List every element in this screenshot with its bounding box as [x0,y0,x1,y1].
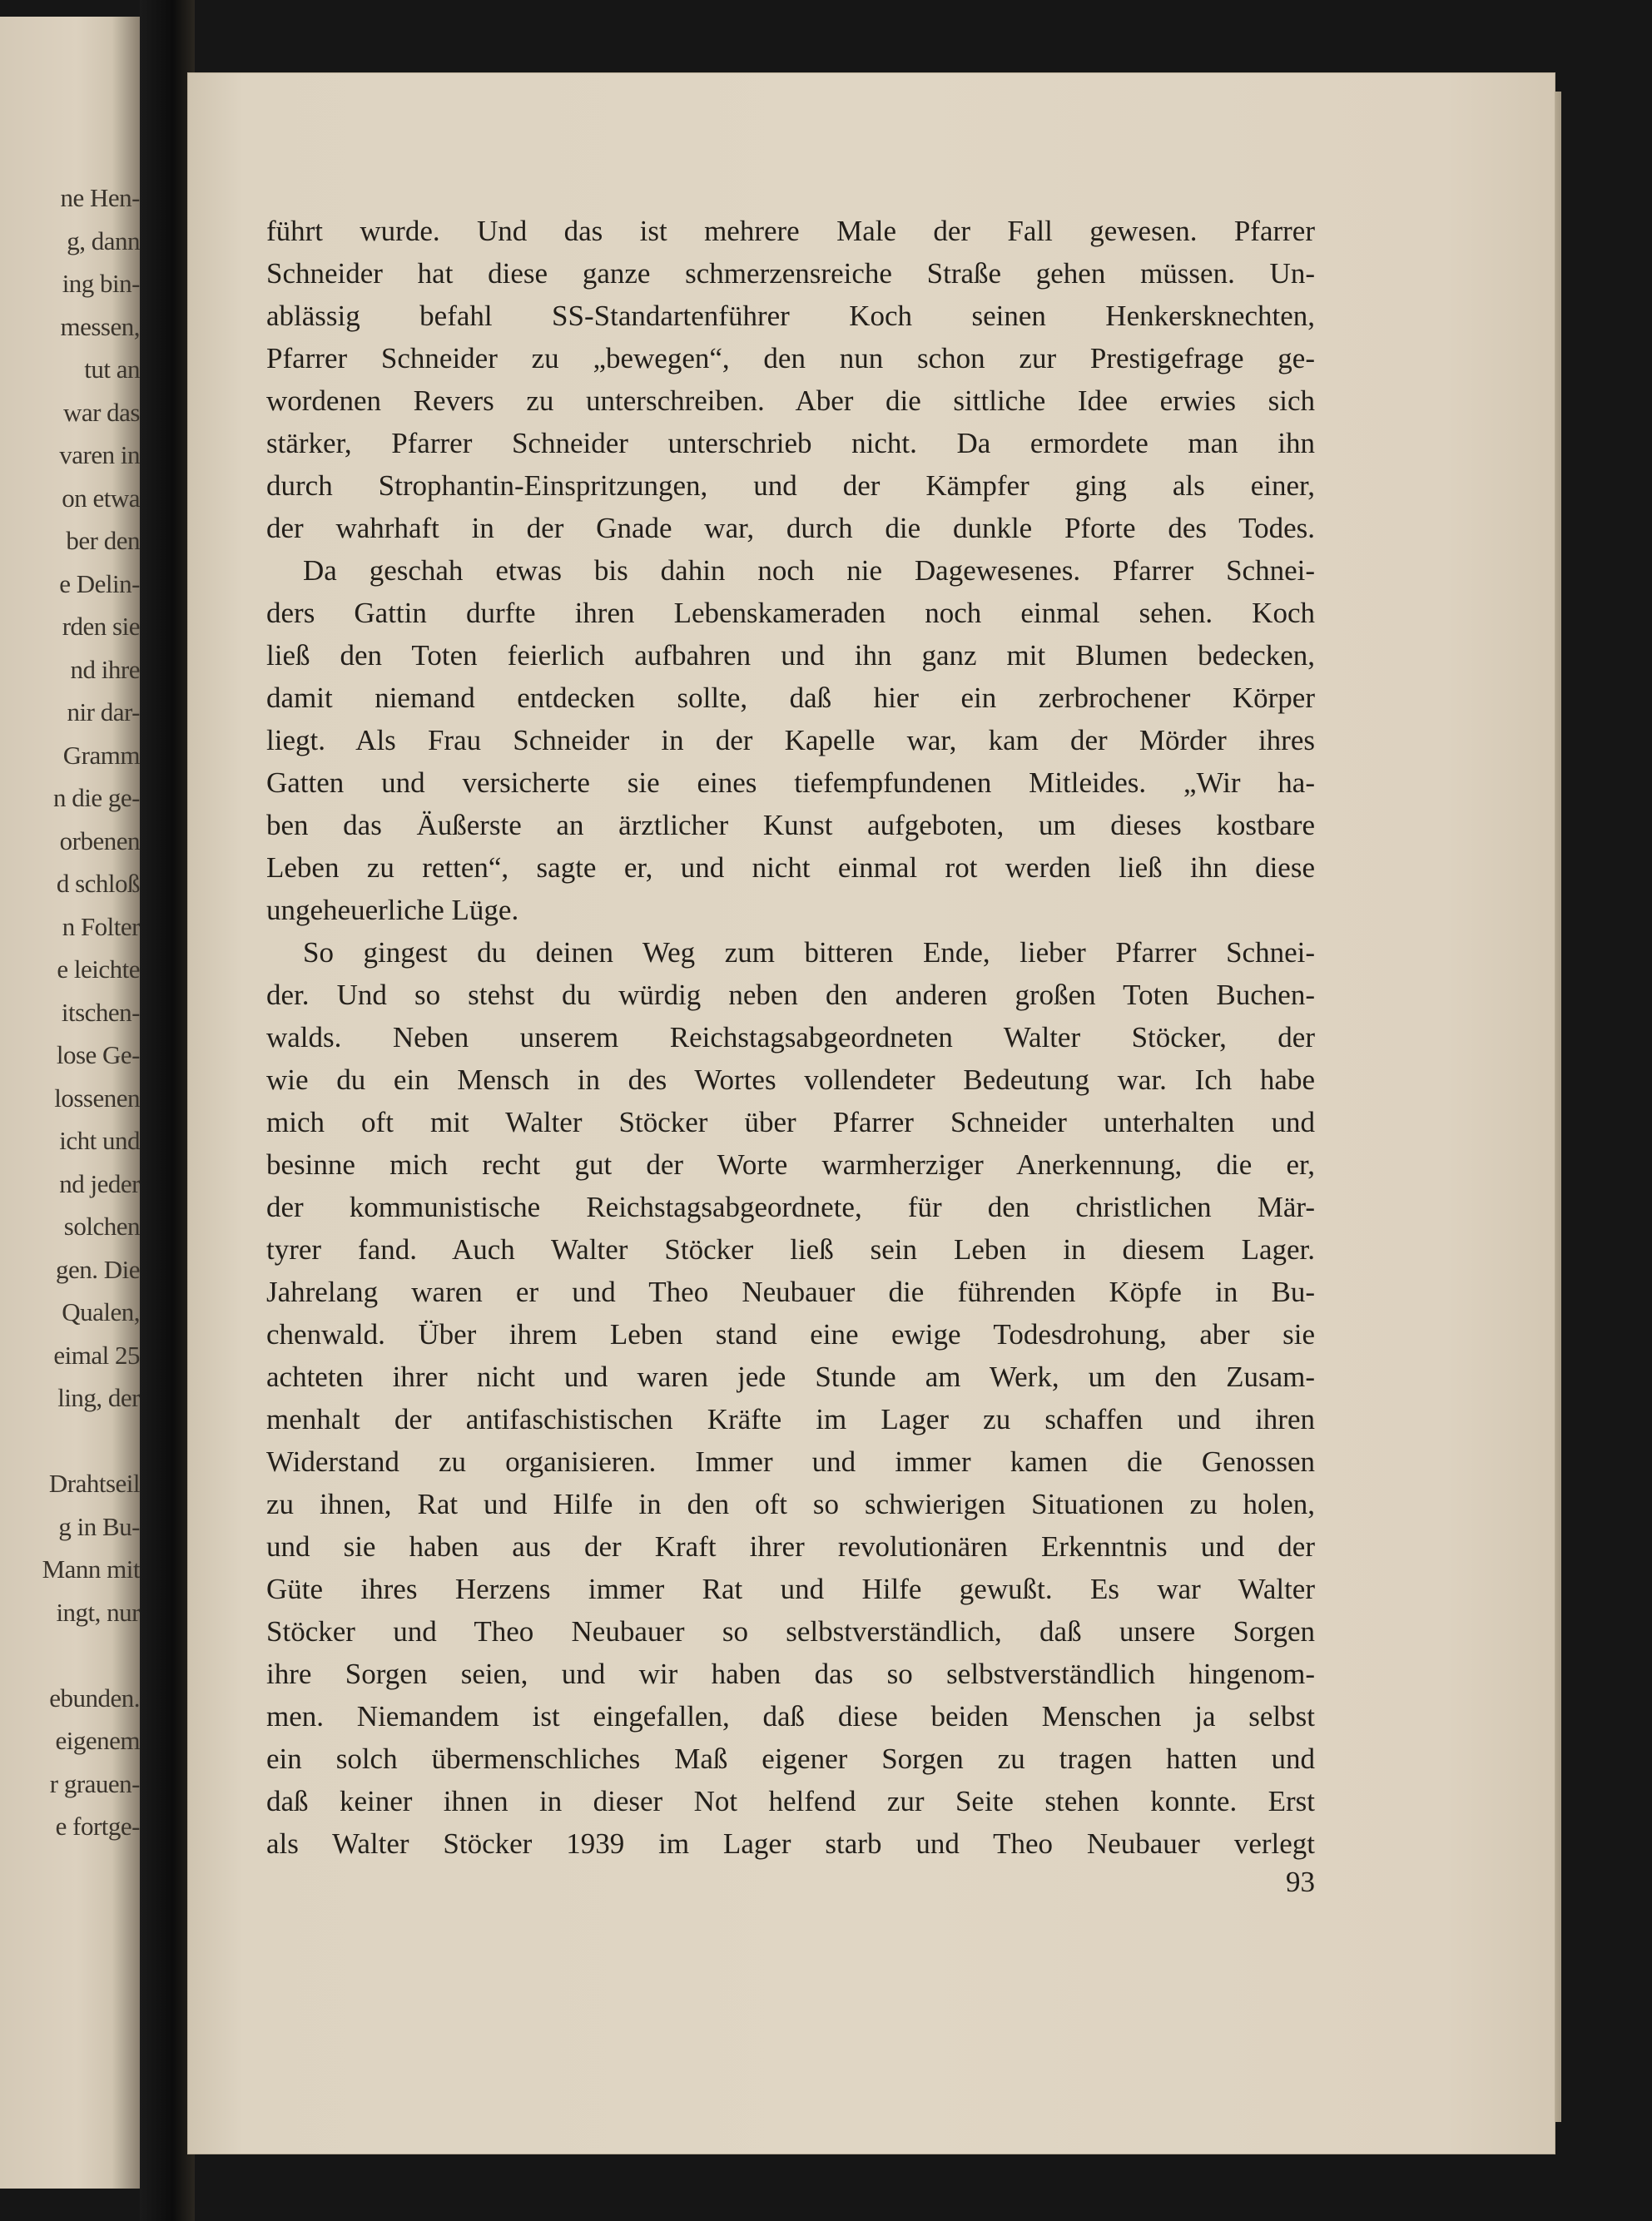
facing-page-fragment: Gramm [62,740,140,770]
text-line: besinne mich recht gut der Worte warmherziger Anerkennung, die er, [266,1148,1315,1181]
facing-page-fragment: ling, der [57,1383,140,1412]
facing-page-fragment: lossenen [54,1083,140,1113]
facing-page-fragment: gen. Die [55,1254,140,1284]
text-line: Schneider hat diese ganze schmerzensreiche Straße gehen müssen. Un- [266,257,1315,290]
text-line: und sie haben aus der Kraft ihrer revolutionären Erkenntnis und der [266,1530,1315,1563]
text-line: der wahrhaft in der Gnade war, durch die dunkle Pforte des Todes. [266,512,1315,544]
facing-page-fragment: eimal 25 [53,1340,140,1370]
facing-page-fragment: Drahtseil [48,1469,140,1498]
facing-page-fragment: itschen- [61,997,140,1027]
facing-page-fragment: orbenen [59,825,140,855]
facing-page-fragment: ingt, nur [56,1597,140,1627]
text-line: So gingest du deinen Weg zum bitteren Ende, lieber Pfarrer Schnei- [303,936,1315,969]
facing-page-fragment: messen, [60,311,140,341]
text-line: durch Strophantin-Einspritzungen, und der Kämpfer ging als einer, [266,469,1315,502]
facing-page-fragment: nir dar- [67,697,140,726]
text-line: Stöcker und Theo Neubauer so selbstverständlich, daß unsere Sorgen [266,1615,1315,1648]
facing-page-fragment: rden sie [62,612,140,641]
text-line: stärker, Pfarrer Schneider unterschrieb nicht. Da ermordete man ihn [266,427,1315,459]
facing-page-fragment: n Folter [62,911,140,941]
facing-page-fragment: ing bin- [62,269,140,298]
facing-page-fragment: nd ihre [70,654,140,684]
facing-page-fragment: g, dann [67,226,140,255]
facing-page-left [0,17,140,2189]
text-line: mich oft mit Walter Stöcker über Pfarrer Schneider unterhalten und [266,1106,1315,1138]
facing-page-fragment: war das [62,397,140,427]
text-line: daß keiner ihnen in dieser Not helfend zur Seite stehen konnte. Erst [266,1785,1315,1817]
text-line: Güte ihres Herzens immer Rat und Hilfe gewußt. Es war Walter [266,1573,1315,1605]
facing-page-fragment: r grauen- [49,1768,140,1798]
text-line: Leben zu retten“, sagte er, und nicht einmal rot werden ließ ihn diese [266,851,1315,884]
text-line: ablässig befahl SS-Standartenführer Koch seinen Henkersknechten, [266,300,1315,332]
text-line: führt wurde. Und das ist mehrere Male der Fall gewesen. Pfarrer [266,215,1315,247]
facing-page-fragment: eigenem [55,1726,140,1755]
text-line: walds. Neben unserem Reichstagsabgeordneten Walter Stöcker, der [266,1021,1315,1053]
facing-page-fragment: e fortge- [55,1812,140,1841]
facing-page-fragment: varen in [59,440,140,469]
text-line: der. Und so stehst du würdig neben den anderen großen Toten Buchen- [266,979,1315,1011]
text-line: zu ihnen, Rat und Hilfe in den oft so schwierigen Situationen zu holen, [266,1488,1315,1520]
text-line: menhalt der antifaschistischen Kräfte im Lager zu schaffen und ihren [266,1403,1315,1435]
text-line: wie du ein Mensch in des Wortes vollendeter Bedeutung war. Ich habe [266,1063,1315,1096]
text-line: chenwald. Über ihrem Leben stand eine ewige Todesdrohung, aber sie [266,1318,1315,1351]
facing-page-fragment: e Delin- [59,568,140,598]
text-line: ein solch übermenschliches Maß eigener Sorgen zu tragen hatten und [266,1743,1315,1775]
text-line: tyrer fand. Auch Walter Stöcker ließ sein Leben in diesem Lager. [266,1233,1315,1266]
page-number: 93 [1286,1866,1315,1898]
facing-page-fragment: n die ge- [53,783,140,812]
facing-page-fragment: e leichte [57,954,140,984]
text-line: Gatten und versicherte sie eines tiefempfundenen Mitleides. „Wir ha- [266,766,1315,799]
text-line: damit niemand entdecken sollte, daß hier ein zerbrochener Körper [266,682,1315,714]
text-line: Da geschah etwas bis dahin noch nie Dagewesenes. Pfarrer Schnei- [303,554,1315,587]
text-line: ungeheuerliche Lüge. [266,894,519,926]
text-line: ders Gattin durfte ihren Lebenskameraden noch einmal sehen. Koch [266,597,1315,629]
facing-page-fragment: lose Ge- [56,1040,140,1069]
text-line: Widerstand zu organisieren. Immer und immer kamen die Genossen [266,1445,1315,1478]
text-line: Pfarrer Schneider zu „bewegen“, den nun schon zur Prestigefrage ge- [266,342,1315,374]
text-line: achteten ihrer nicht und waren jede Stunde am Werk, um den Zusam- [266,1361,1315,1393]
text-line: Jahrelang waren er und Theo Neubauer die führenden Köpfe in Bu- [266,1276,1315,1308]
text-line: liegt. Als Frau Schneider in der Kapelle war, kam der Mörder ihres [266,724,1315,756]
book-gutter [140,0,195,2221]
facing-page-fragment: icht und [59,1126,140,1155]
facing-page-fragment: g in Bu- [58,1511,140,1541]
facing-page-fragment: nd jeder [59,1168,140,1198]
text-line: der kommunistische Reichstagsabgeordnete, für den christlichen Mär- [266,1191,1315,1223]
facing-page-fragment: ne Hen- [60,183,140,212]
text-line: ihre Sorgen seien, und wir haben das so selbstverständlich hingenom- [266,1658,1315,1690]
text-line: men. Niemandem ist eingefallen, daß diese beiden Menschen ja selbst [266,1700,1315,1733]
facing-page-fragment: ebunden. [49,1683,140,1713]
text-line: ließ den Toten feierlich aufbahren und ihn ganz mit Blumen bedecken, [266,639,1315,672]
body-text [266,210,1315,1865]
facing-page-fragment: d schloß [56,869,140,898]
facing-page-fragment: ber den [66,526,140,555]
text-line: wordenen Revers zu unterschreiben. Aber die sittliche Idee erwies sich [266,384,1315,417]
facing-page-fragment: tut an [84,354,140,384]
facing-page-fragment: solchen [63,1212,140,1241]
facing-page-fragment: on etwa [62,483,140,513]
text-line: als Walter Stöcker 1939 im Lager starb und Theo Neubauer verlegt [266,1827,1315,1860]
facing-page-fragment: Qualen, [62,1297,140,1326]
text-line: ben das Äußerste an ärztlicher Kunst aufgeboten, um dieses kostbare [266,809,1315,841]
facing-page-fragment: Mann mit [42,1554,140,1584]
